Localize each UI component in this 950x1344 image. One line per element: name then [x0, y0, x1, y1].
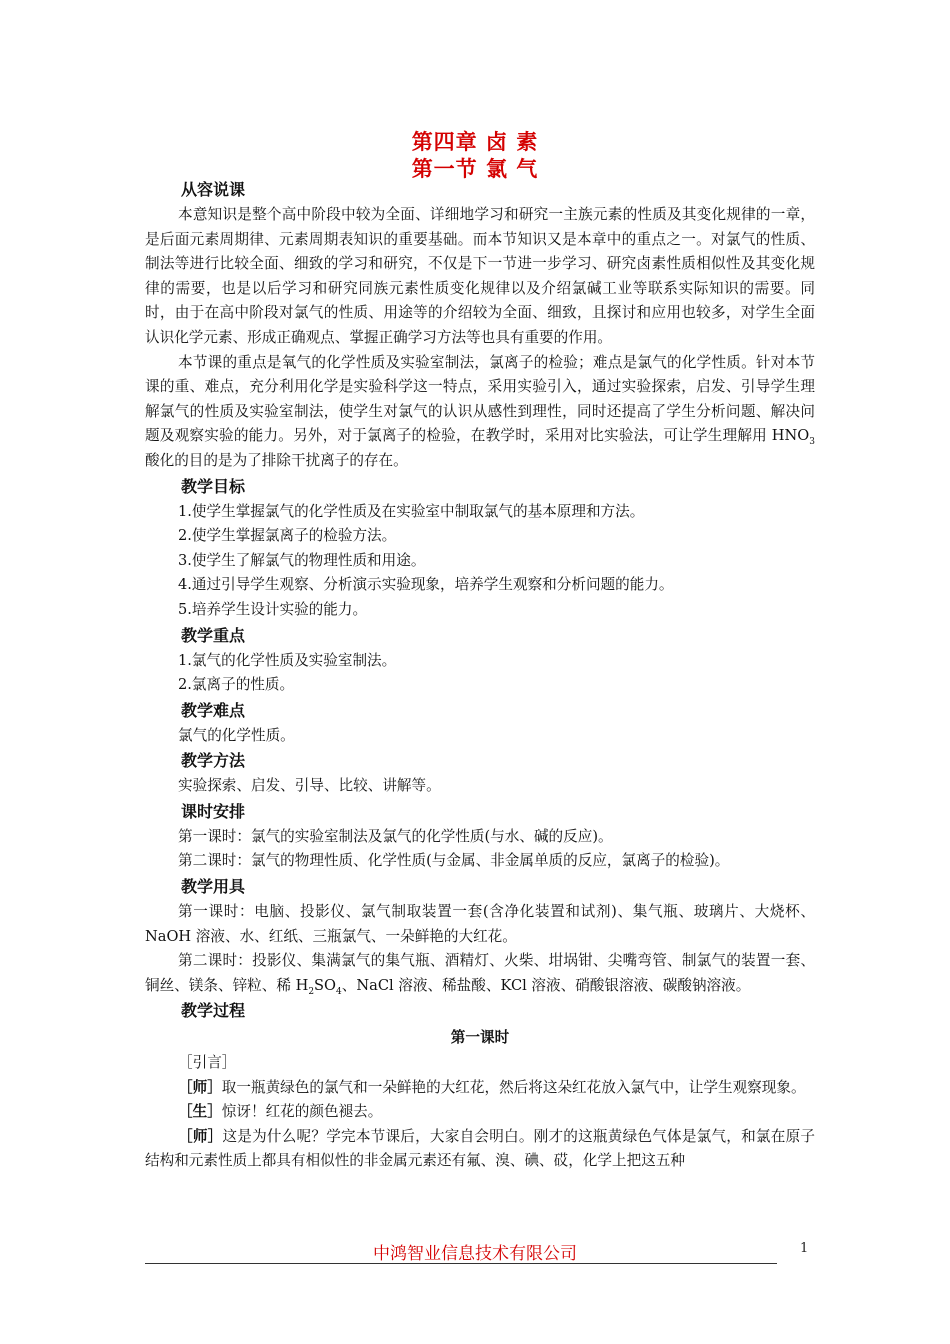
chapter-title: 第四章 卤 素	[411, 129, 539, 154]
heading-schedule: 课时安排	[181, 801, 246, 821]
document-body	[145, 177, 815, 1174]
lesson-heading: 第一课时	[450, 1029, 510, 1047]
tools-lesson1: 第一课时：电脑、投影仪、氯气制取装置一套(含净化装置和试剂)、集气瓶、玻璃片、大烧杯、NaOH 溶液、水、红纸、三瓶氯气、一朵鲜艳的大红花。	[145, 903, 815, 945]
footer-divider	[145, 1263, 777, 1264]
goal-item: 5.培养学生设计实验的能力。	[178, 600, 368, 618]
method-text: 实验探索、启发、引导、比较、讲解等。	[178, 777, 441, 795]
paragraph-focus	[145, 351, 815, 474]
subscript: 2	[308, 986, 315, 997]
difficulty-text: 氯气的化学性质。	[178, 726, 295, 744]
teacher-tag: ［师］	[178, 1127, 223, 1145]
tools-lesson2	[145, 949, 815, 998]
heading-tools: 教学用具	[181, 877, 246, 897]
heading-difficulty: 教学难点	[181, 700, 246, 720]
heading-goals: 教学目标	[181, 476, 246, 496]
student-line	[145, 1100, 815, 1125]
page-number: 1	[800, 1241, 809, 1256]
tools-lesson2-text: 第二课时：投影仪、集满氯气的集气瓶、酒精灯、火柴、坩埚钳、尖嘴弯管、制氯气的装置一套、铜丝、镁条、锌粒、稀 H	[145, 952, 815, 994]
subscript: 4	[336, 986, 342, 997]
paragraph-focus-tail: 酸化的目的是为了排除干扰离子的存在。	[145, 451, 408, 469]
tools-lesson2-formula: SO	[314, 976, 337, 994]
goal-item: 1.使学生掌握氯气的化学性质及在实验室中制取氯气的基本原理和方法。	[178, 502, 645, 520]
key-point-item: 2.氯离子的性质。	[178, 676, 295, 694]
teacher-text: 这是为什么呢？学完本节课后，大家自会明白。刚才的这瓶黄绿色气体是氯气，和氯在原子结构和元素性质上都具有相似性的非金属元素还有氟、溴、碘、砹，化学上把这五种	[145, 1127, 815, 1170]
heading-key-points: 教学重点	[181, 625, 246, 645]
heading-process: 教学过程	[181, 1001, 246, 1021]
teacher-tag: ［师］	[178, 1078, 222, 1096]
paragraph-focus-text: 本节课的重点是氧气的化学性质及实验室制法，氯离子的检验；难点是氯气的化学性质。针对本节课的重、难点，充分利用化学是实验科学这一特点，采用实验引入，通过实验探索，启发、引导学生理解氯气的性质及实验室制法，使学生对氯气的认识从感性到理性，同时还提高了学生分析问题、解决问题及观察实验的能力。另外，对于氯离子的检验，在教学时，采用对比实验法，可让学生理解用 HNO	[145, 353, 815, 445]
teacher-line	[145, 1076, 815, 1101]
goal-item: 2.使学生掌握氯离子的检验方法。	[178, 527, 397, 545]
key-point-item: 1.氯气的化学性质及实验室制法。	[178, 651, 397, 669]
teacher-line	[145, 1125, 815, 1174]
student-tag: ［生］	[178, 1103, 222, 1121]
section-title: 第一节 氯 气	[411, 156, 539, 181]
paragraph-intro: 本意知识是整个高中阶段中较为全面、详细地学习和研究一主族元素的性质及其变化规律的一章，是后面元素周期律、元素周期表知识的重要基础。而本节知识又是本章中的重点之一。对氯气的性质、制法等进行比较全面、细致的学习和研究，不仅是下一节进一步学习、研究卤素性质相似性及其变化规律的需要，也是以后学习和研究同族元素性质变化规律以及介绍氯碱工业等联系实际知识的需要。同时，由于在高中阶段对氯气的性质、用途等的介绍较为全面、细致，且探讨和应用也较多，对学生全面认识化学元素、形成正确观点、掌握正确学习方法等也具有重要的作用。	[145, 206, 815, 346]
schedule-item: 第一课时：氯气的实验室制法及氯气的化学性质(与水、碱的反应)。	[178, 827, 613, 845]
footer-company: 中鸿智业信息技术有限公司	[373, 1244, 577, 1264]
tools-lesson2-tail: 、NaCl 溶液、稀盐酸、KCl 溶液、硝酸银溶液、碳酸钠溶液。	[341, 976, 751, 994]
student-text: 惊讶！红花的颜色褪去。	[221, 1103, 383, 1121]
teacher-text: 取一瓶黄绿色的氯气和一朵鲜艳的大红花，然后将这朵红花放入氯气中，让学生观察现象。	[221, 1078, 806, 1096]
schedule-item: 第二课时：氯气的物理性质、化学性质(与金属、非金属单质的反应，氯离子的检验)。	[178, 852, 730, 870]
heading-method: 教学方法	[181, 751, 246, 771]
goal-item: 4.通过引导学生观察、分析演示实验现象，培养学生观察和分析问题的能力。	[178, 576, 674, 594]
goal-item: 3.使学生了解氯气的物理性质和用途。	[178, 551, 426, 569]
intro-tag: ［引言］	[178, 1054, 237, 1072]
heading-congrong: 从容说课	[181, 180, 246, 199]
subscript: 3	[809, 437, 815, 448]
